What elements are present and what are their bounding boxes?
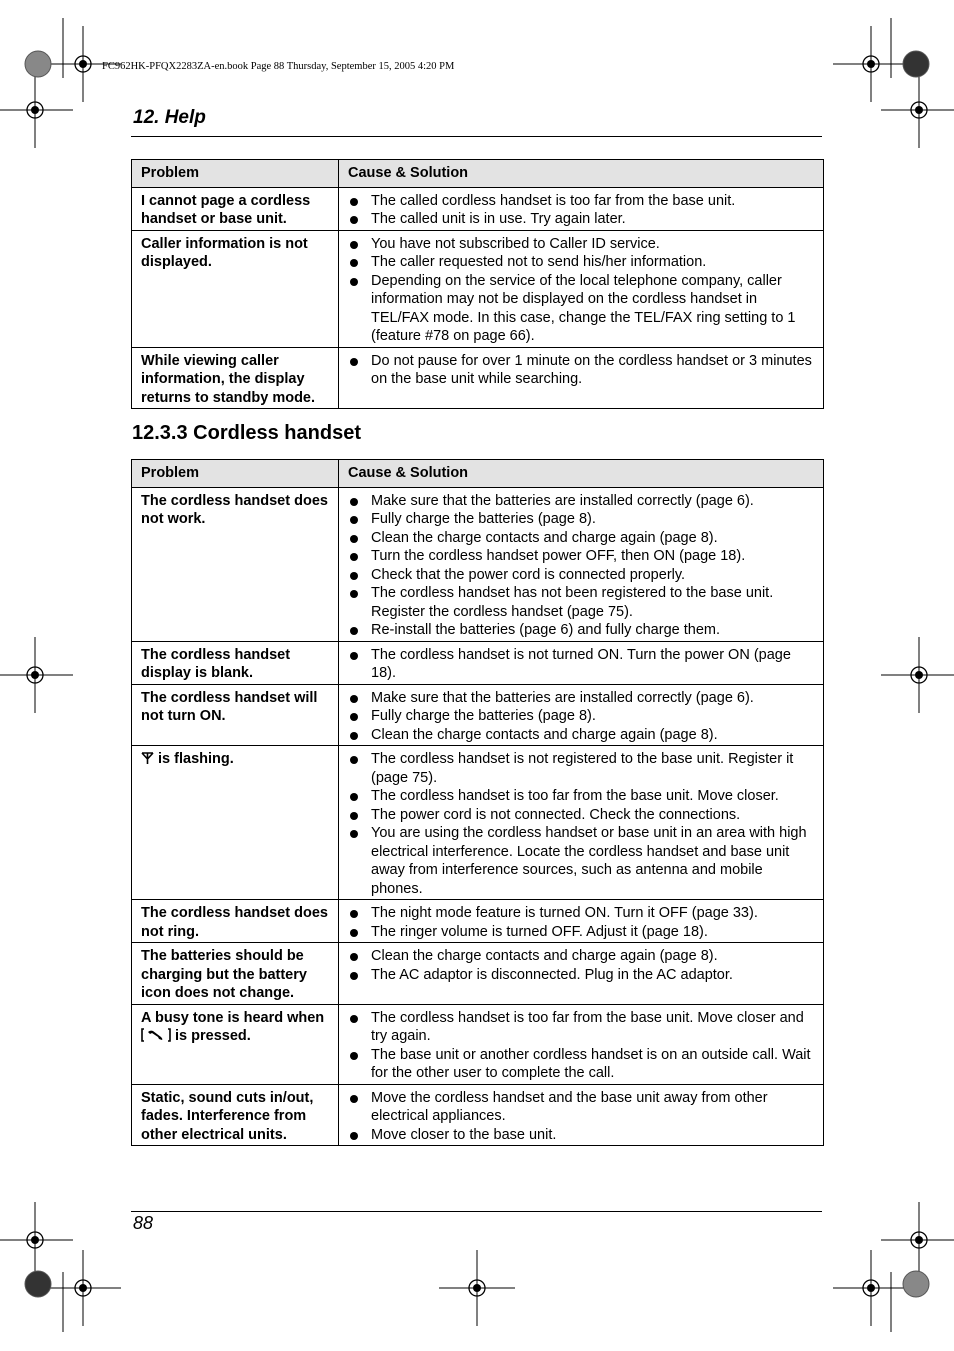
problem-text: The cordless handset does not work. (141, 492, 328, 527)
problem-text: The batteries should be charging but the battery icon does not change. (141, 948, 307, 1001)
cause-item: You are using the cordless handset or base unit in an area with high electrical interference. Locate the cordless handset and base unit away from interference sources, such as antenna and mobile phones. (348, 824, 814, 898)
cause-list (348, 492, 814, 640)
cause-cell (339, 487, 824, 641)
crosshair-mark-icon (881, 1202, 954, 1278)
cause-item: Clean the charge contacts and charge again (page 8). (348, 529, 814, 548)
table-row (132, 347, 824, 409)
cause-item: Check that the power cord is connected properly. (348, 566, 814, 585)
cause-cell (339, 900, 824, 943)
crosshair-mark-icon (0, 1202, 73, 1278)
problem-text: is pressed. (175, 1028, 251, 1044)
cause-cell (339, 347, 824, 409)
cause-item: The cordless handset is not registered to the base unit. Register it (page 75). (348, 750, 814, 787)
cause-list (348, 750, 814, 898)
antenna-icon (141, 752, 154, 771)
problem-text: Caller information is not displayed. (141, 235, 308, 270)
cause-cell (339, 187, 824, 230)
cause-item: Clean the charge contacts and charge again (page 8). (348, 947, 814, 966)
cause-item: The called unit is in use. Try again later. (348, 210, 814, 229)
problem-cell (132, 230, 339, 347)
crosshair-mark-icon (0, 637, 73, 713)
cause-list (348, 352, 814, 389)
problem-text: Static, sound cuts in/out, fades. Interference from other electrical units. (141, 1089, 314, 1143)
cause-cell (339, 943, 824, 1005)
color-target-icon (25, 1271, 51, 1297)
crosshair-mark-icon (881, 637, 954, 713)
cause-cell (339, 1004, 824, 1084)
problem-cell (132, 746, 339, 900)
cause-cell (339, 230, 824, 347)
problem-cell (132, 347, 339, 409)
problem-text: The cordless handset will not turn ON. (141, 689, 318, 724)
cause-list (348, 689, 814, 745)
cause-item: The night mode feature is turned ON. Turn it OFF (page 33). (348, 904, 814, 923)
cause-cell (339, 641, 824, 684)
cause-item: The AC adaptor is disconnected. Plug in the AC adaptor. (348, 966, 814, 985)
problem-cell (132, 1004, 339, 1084)
cause-list (348, 235, 814, 346)
problem-cell (132, 900, 339, 943)
problem-cell (132, 187, 339, 230)
cause-item: The cordless handset is too far from the base unit. Move closer. (348, 787, 814, 806)
cause-item: Fully charge the batteries (page 8). (348, 707, 814, 726)
problem-text: I cannot page a cordless handset or base unit. (141, 192, 311, 227)
cause-item: The cordless handset has not been registered to the base unit. Register the cordless handset (page 75). (348, 584, 814, 621)
cause-item: Do not pause for over 1 minute on the cordless handset or 3 minutes on the base unit while searching. (348, 352, 814, 389)
table-row (132, 943, 824, 1005)
cause-item: The cordless handset is too far from the base unit. Move closer and try again. (348, 1009, 814, 1046)
cause-list (348, 904, 814, 941)
cause-cell (339, 746, 824, 900)
table-row (132, 1084, 824, 1146)
cause-list (348, 646, 814, 683)
cause-item: Re-install the batteries (page 6) and fully charge them. (348, 621, 814, 640)
chapter-title: 12. Help (133, 107, 206, 128)
cause-item: Clean the charge contacts and charge again (page 8). (348, 726, 814, 745)
troubleshooting-table-2 (131, 459, 824, 1146)
crosshair-mark-icon (0, 72, 73, 148)
cause-cell (339, 684, 824, 746)
cause-item: The cordless handset is not turned ON. Turn the power ON (page 18). (348, 646, 814, 683)
column-header-cause: Cause & Solution (339, 460, 824, 488)
problem-text: The cordless handset does not ring. (141, 905, 328, 940)
cause-item: The caller requested not to send his/her information. (348, 253, 814, 272)
problem-cell (132, 487, 339, 641)
cause-item: The power cord is not connected. Check the connections. (348, 806, 814, 825)
problem-cell (132, 684, 339, 746)
cause-item: Move the cordless handset and the base unit away from other electrical appliances. (348, 1089, 814, 1126)
crosshair-mark-icon (833, 26, 909, 102)
table-row (132, 230, 824, 347)
header-rule (131, 136, 822, 137)
color-target-icon (903, 1271, 929, 1297)
problem-text: A busy tone is heard when (141, 1009, 325, 1026)
problem-text: is flashing. (158, 751, 234, 767)
problem-cell (132, 641, 339, 684)
table-row (132, 900, 824, 943)
cause-item: Depending on the service of the local telephone company, caller information may not be displayed on the cordless handset in TEL/FAX mode. In this case, change the TEL/FAX ring setting to 1 (feature #78 on page 66). (348, 272, 814, 346)
cause-item: The called cordless handset is too far from the base unit. (348, 192, 814, 211)
color-target-icon (903, 51, 929, 77)
table-row (132, 746, 824, 900)
crosshair-mark-icon (439, 1250, 515, 1326)
cause-list (348, 192, 814, 229)
table-row (132, 487, 824, 641)
cause-list (348, 947, 814, 984)
section-title: 12.3.3 Cordless handset (132, 422, 361, 444)
cause-item: The base unit or another cordless handset is on an outside call. Wait for the other user to complete the call. (348, 1046, 814, 1083)
cause-item: Turn the cordless handset power OFF, then ON (page 18). (348, 547, 814, 566)
crosshair-mark-icon (881, 72, 954, 148)
cause-item: The ringer volume is turned OFF. Adjust it (page 18). (348, 923, 814, 942)
problem-cell (132, 943, 339, 1005)
talk-key-icon (141, 1028, 171, 1048)
table-row (132, 641, 824, 684)
column-header-problem: Problem (132, 460, 339, 488)
cause-item: You have not subscribed to Caller ID service. (348, 235, 814, 254)
problem-cell (132, 1084, 339, 1146)
cause-item: Fully charge the batteries (page 8). (348, 510, 814, 529)
color-target-icon (25, 51, 51, 77)
column-header-problem: Problem (132, 160, 339, 188)
troubleshooting-table-1 (131, 159, 824, 409)
crosshair-mark-icon (833, 1250, 909, 1326)
table-row (132, 187, 824, 230)
cause-item: Make sure that the batteries are installed correctly (page 6). (348, 689, 814, 708)
cause-item: Make sure that the batteries are installed correctly (page 6). (348, 492, 814, 511)
cause-list (348, 1089, 814, 1145)
table-row (132, 684, 824, 746)
cause-cell (339, 1084, 824, 1146)
page-number: 88 (133, 1213, 154, 1233)
problem-text: The cordless handset display is blank. (141, 646, 291, 681)
problem-text: While viewing caller information, the display returns to standby mode. (141, 352, 316, 406)
column-header-cause: Cause & Solution (339, 160, 824, 188)
cause-list (348, 1009, 814, 1083)
print-info: FC962HK-PFQX2283ZA-en.book Page 88 Thursday, September 15, 2005 4:20 PM (102, 61, 455, 72)
footer-rule (131, 1211, 822, 1212)
crosshair-mark-icon (45, 1250, 121, 1326)
cause-item: Move closer to the base unit. (348, 1126, 814, 1145)
table-row (132, 1004, 824, 1084)
